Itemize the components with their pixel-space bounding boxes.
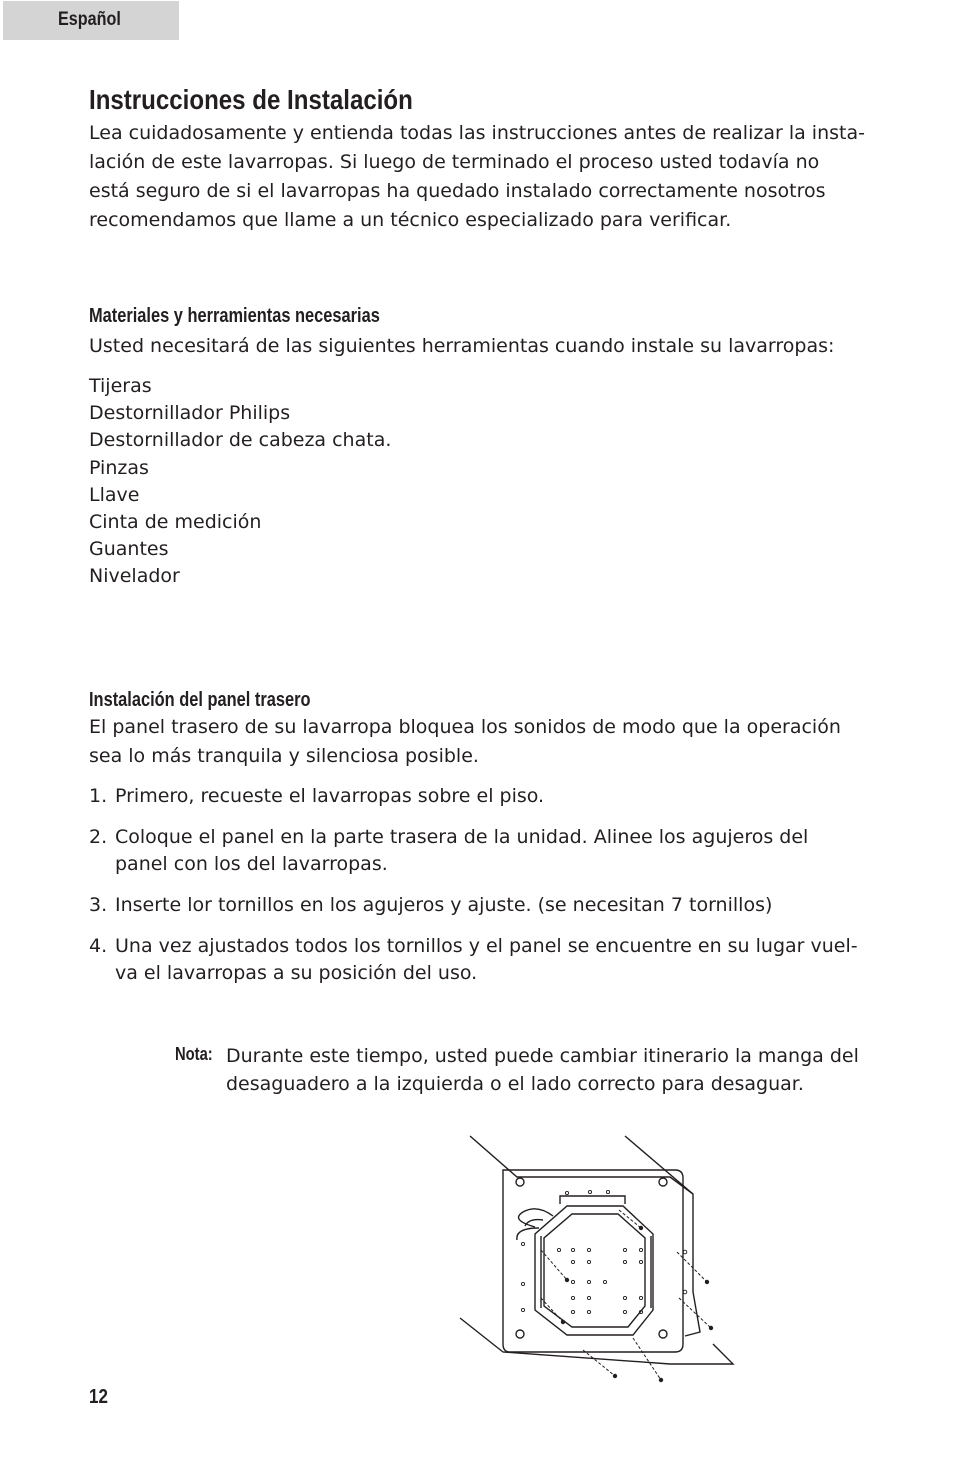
step-text: Inserte lor tornillos en los agujeros y ajuste. (se necesitan 7 tornillos)	[115, 894, 773, 916]
screw-guide	[541, 1250, 567, 1280]
tool-item: Nivelador	[89, 565, 180, 588]
tool-item: Destornillador de cabeza chata.	[89, 429, 392, 452]
tool-item: Cinta de medición	[89, 511, 262, 534]
step-number: 3.	[89, 894, 108, 916]
tool-item: Llave	[89, 483, 140, 506]
note-label: Nota:	[175, 1044, 213, 1064]
corner-hole	[659, 1330, 667, 1338]
corner-hole	[516, 1178, 524, 1186]
corner-hole	[516, 1330, 524, 1338]
step-number: 2.	[89, 826, 108, 848]
top-bracket	[560, 1196, 625, 1204]
intro-line: lación de este lavarropas. Si luego de terminado el proceso usted todavía no	[89, 151, 820, 173]
screw-guide	[633, 1338, 661, 1380]
tool-item: Guantes	[89, 538, 169, 561]
washer-base	[460, 1318, 733, 1364]
screw	[705, 1280, 709, 1284]
screw	[659, 1378, 663, 1382]
materials-heading: Materiales y herramientas necesarias	[89, 305, 380, 327]
back-plate	[503, 1170, 683, 1352]
step-number: 4.	[89, 935, 108, 957]
panel-outer	[535, 1206, 653, 1335]
screw	[613, 1374, 617, 1378]
back-panel-illustration	[455, 1132, 740, 1390]
panel-intro: El panel trasero de su lavarropa bloquea los sonidos de modo que la operación sea lo más tranquila y silenciosa posible.	[89, 716, 841, 767]
note-text: Durante este tiempo, usted puede cambiar itinerario la manga del desaguadero a la izquierda o el lado correcto para desaguar.	[226, 1045, 859, 1095]
page-number: 12	[89, 1386, 108, 1408]
page-title: Instrucciones de Instalación	[89, 84, 413, 115]
step-text: Coloque el panel en la parte trasera de la unidad. Alinee los agujeros del panel con los del lavarropas.	[115, 826, 809, 875]
intro-line: Lea cuidadosamente y entienda todas las instrucciones antes de realizar la insta-	[89, 122, 865, 144]
intro-line: recomendamos que llame a un técnico especializado para verificar.	[89, 209, 732, 231]
corner-hole	[659, 1178, 667, 1186]
tools-list	[89, 373, 391, 591]
language-tab-label: Español	[58, 9, 121, 30]
screw-guide	[583, 1350, 615, 1376]
tool-item: Tijeras	[89, 375, 152, 397]
tool-item: Pinzas	[89, 456, 149, 479]
panel-ledge	[541, 1236, 651, 1308]
step-number: 1.	[89, 785, 108, 807]
washer-outline	[470, 1136, 700, 1336]
materials-intro: Usted necesitará de las siguientes herramientas cuando instale su lavarropas:	[89, 335, 835, 357]
screw	[709, 1326, 713, 1330]
screw	[639, 1226, 643, 1230]
language-tab	[3, 1, 179, 40]
tool-item: Destornillador Philips	[89, 402, 291, 425]
intro-paragraph	[89, 119, 869, 235]
screw	[565, 1278, 569, 1282]
step-text: Primero, recueste el lavarropas sobre el piso.	[115, 785, 545, 807]
screw	[561, 1320, 565, 1324]
intro-line: está seguro de si el lavarropas ha quedado instalado correctamente nosotros	[89, 180, 826, 202]
screw-guide	[677, 1252, 707, 1282]
panel-heading: Instalación del panel trasero	[89, 689, 311, 711]
step-text: Una vez ajustados todos los tornillos y el panel se encuentre en su lugar vuel- va el lavarropas a su posición del uso.	[115, 935, 858, 984]
